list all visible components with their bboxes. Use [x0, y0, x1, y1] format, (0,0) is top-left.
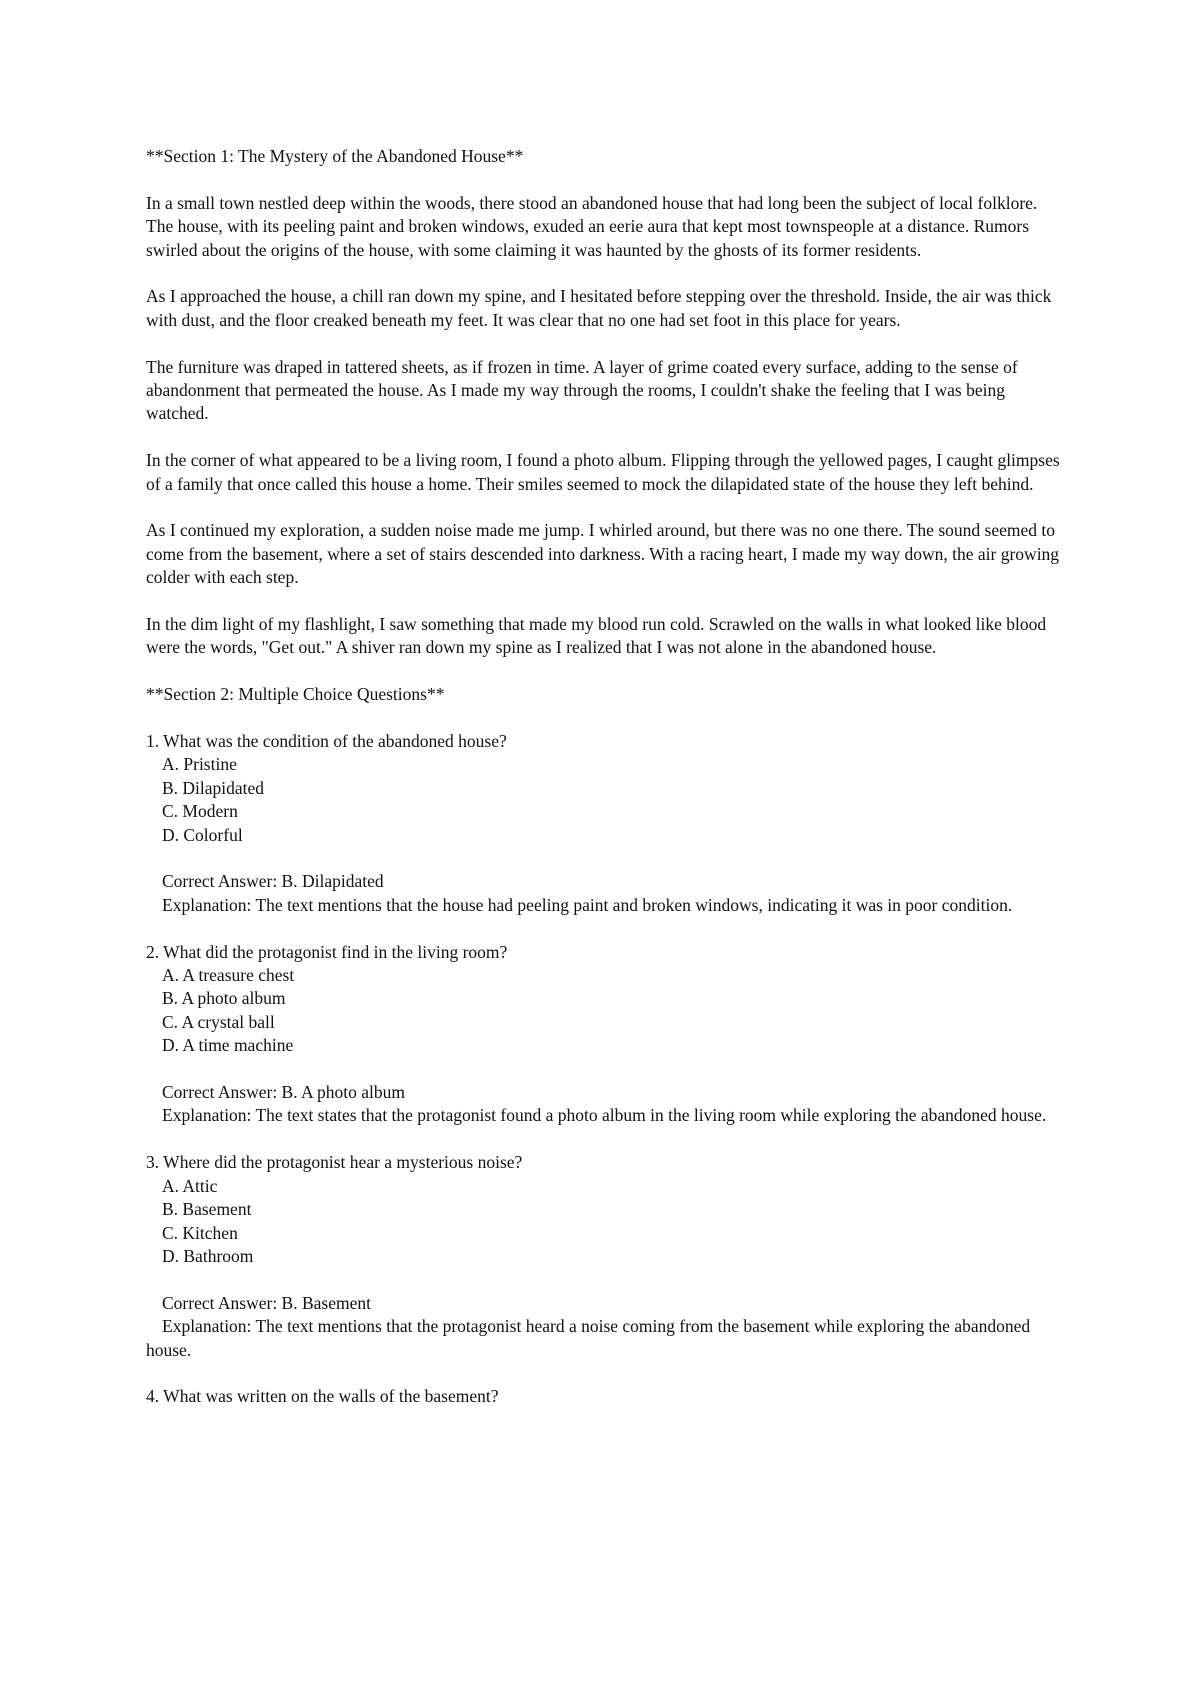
question-3-text: 3. Where did the protagonist hear a mysterious noise? — [146, 1152, 523, 1173]
question-1-option-d: D. Colorful — [162, 824, 243, 845]
question-3-explanation: Explanation: The text mentions that the protagonist heard a noise coming from the basement while exploring the abandoned house. — [146, 1316, 1031, 1360]
section-1-heading: **Section 1: The Mystery of the Abandoned House** — [146, 146, 524, 166]
question-2-option-d: D. A time machine — [162, 1035, 294, 1056]
question-4 — [146, 1385, 1066, 1408]
question-3-option-b: B. Basement — [162, 1199, 252, 1220]
question-2-option-b: B. A photo album — [162, 988, 286, 1009]
story-paragraph-4: In the corner of what appeared to be a living room, I found a photo album. Flipping through the yellowed pages, I caught glimpses of a family that once called this house a home. Their smiles seemed to mock the dilapidated state of the house they left behind. — [146, 450, 1060, 494]
question-3-option-c: C. Kitchen — [162, 1222, 238, 1243]
question-2 — [146, 941, 1066, 1128]
question-1-correct-answer: Correct Answer: B. Dilapidated — [162, 871, 384, 892]
question-1-explanation: Explanation: The text mentions that the house had peeling paint and broken windows, indicating it was in poor condition. — [162, 894, 1013, 915]
question-2-answer-block — [146, 1081, 1066, 1128]
question-3-option-d: D. Bathroom — [162, 1245, 254, 1266]
question-1-option-a: A. Pristine — [162, 754, 237, 775]
story-paragraph-1: In a small town nestled deep within the woods, there stood an abandoned house that had long been the subject of local folklore. The house, with its peeling paint and broken windows, exuded an eerie aura that kept most townspeople at a distance. Rumors swirled about the origins of the house, with some claiming it was haunted by the ghosts of its former residents. — [146, 192, 1038, 260]
question-3-correct-answer: Correct Answer: B. Basement — [162, 1292, 371, 1313]
question-1-option-b: B. Dilapidated — [162, 777, 265, 798]
question-2-correct-answer: Correct Answer: B. A photo album — [162, 1082, 406, 1103]
question-3-option-a: A. Attic — [162, 1175, 218, 1196]
question-2-explanation: Explanation: The text states that the protagonist found a photo album in the living room while exploring the abandoned house. — [162, 1105, 1047, 1126]
question-1-option-c: C. Modern — [162, 801, 238, 822]
section-2-heading: **Section 2: Multiple Choice Questions** — [146, 684, 445, 705]
question-1 — [146, 730, 1066, 917]
story-paragraph-6: In the dim light of my flashlight, I saw something that made my blood run cold. Scrawled on the walls in what looked like blood were the words, "Get out." A shiver ran down my spine as I realized that I was not alone in the abandoned house. — [146, 614, 1047, 658]
question-2-text: 2. What did the protagonist find in the living room? — [146, 941, 508, 962]
story-paragraph-5: As I continued my exploration, a sudden noise made me jump. I whirled around, but there was no one there. The sound seemed to come from the basement, where a set of stairs descended into darkness. With a racing heart, I made my way down, the air growing colder with each step. — [146, 520, 1060, 588]
question-4-text: 4. What was written on the walls of the basement? — [146, 1386, 499, 1407]
story-paragraph-3: The furniture was draped in tattered sheets, as if frozen in time. A layer of grime coated every surface, adding to the sense of abandonment that permeated the house. As I made my way through the rooms, I couldn't shake the feeling that I was being watched. — [146, 356, 1018, 424]
document-page — [146, 145, 1066, 1432]
question-3-answer-block — [146, 1292, 1066, 1362]
question-2-option-c: C. A crystal ball — [162, 1011, 275, 1032]
question-1-text: 1. What was the condition of the abandoned house? — [146, 731, 507, 752]
question-3 — [146, 1151, 1066, 1362]
story-paragraph-2: As I approached the house, a chill ran down my spine, and I hesitated before stepping over the threshold. Inside, the air was thick with dust, and the floor creaked beneath my feet. It was clear that no one had set foot in this place for years. — [146, 286, 1052, 330]
question-1-answer-block — [146, 870, 1066, 917]
question-2-option-a: A. A treasure chest — [162, 965, 295, 986]
